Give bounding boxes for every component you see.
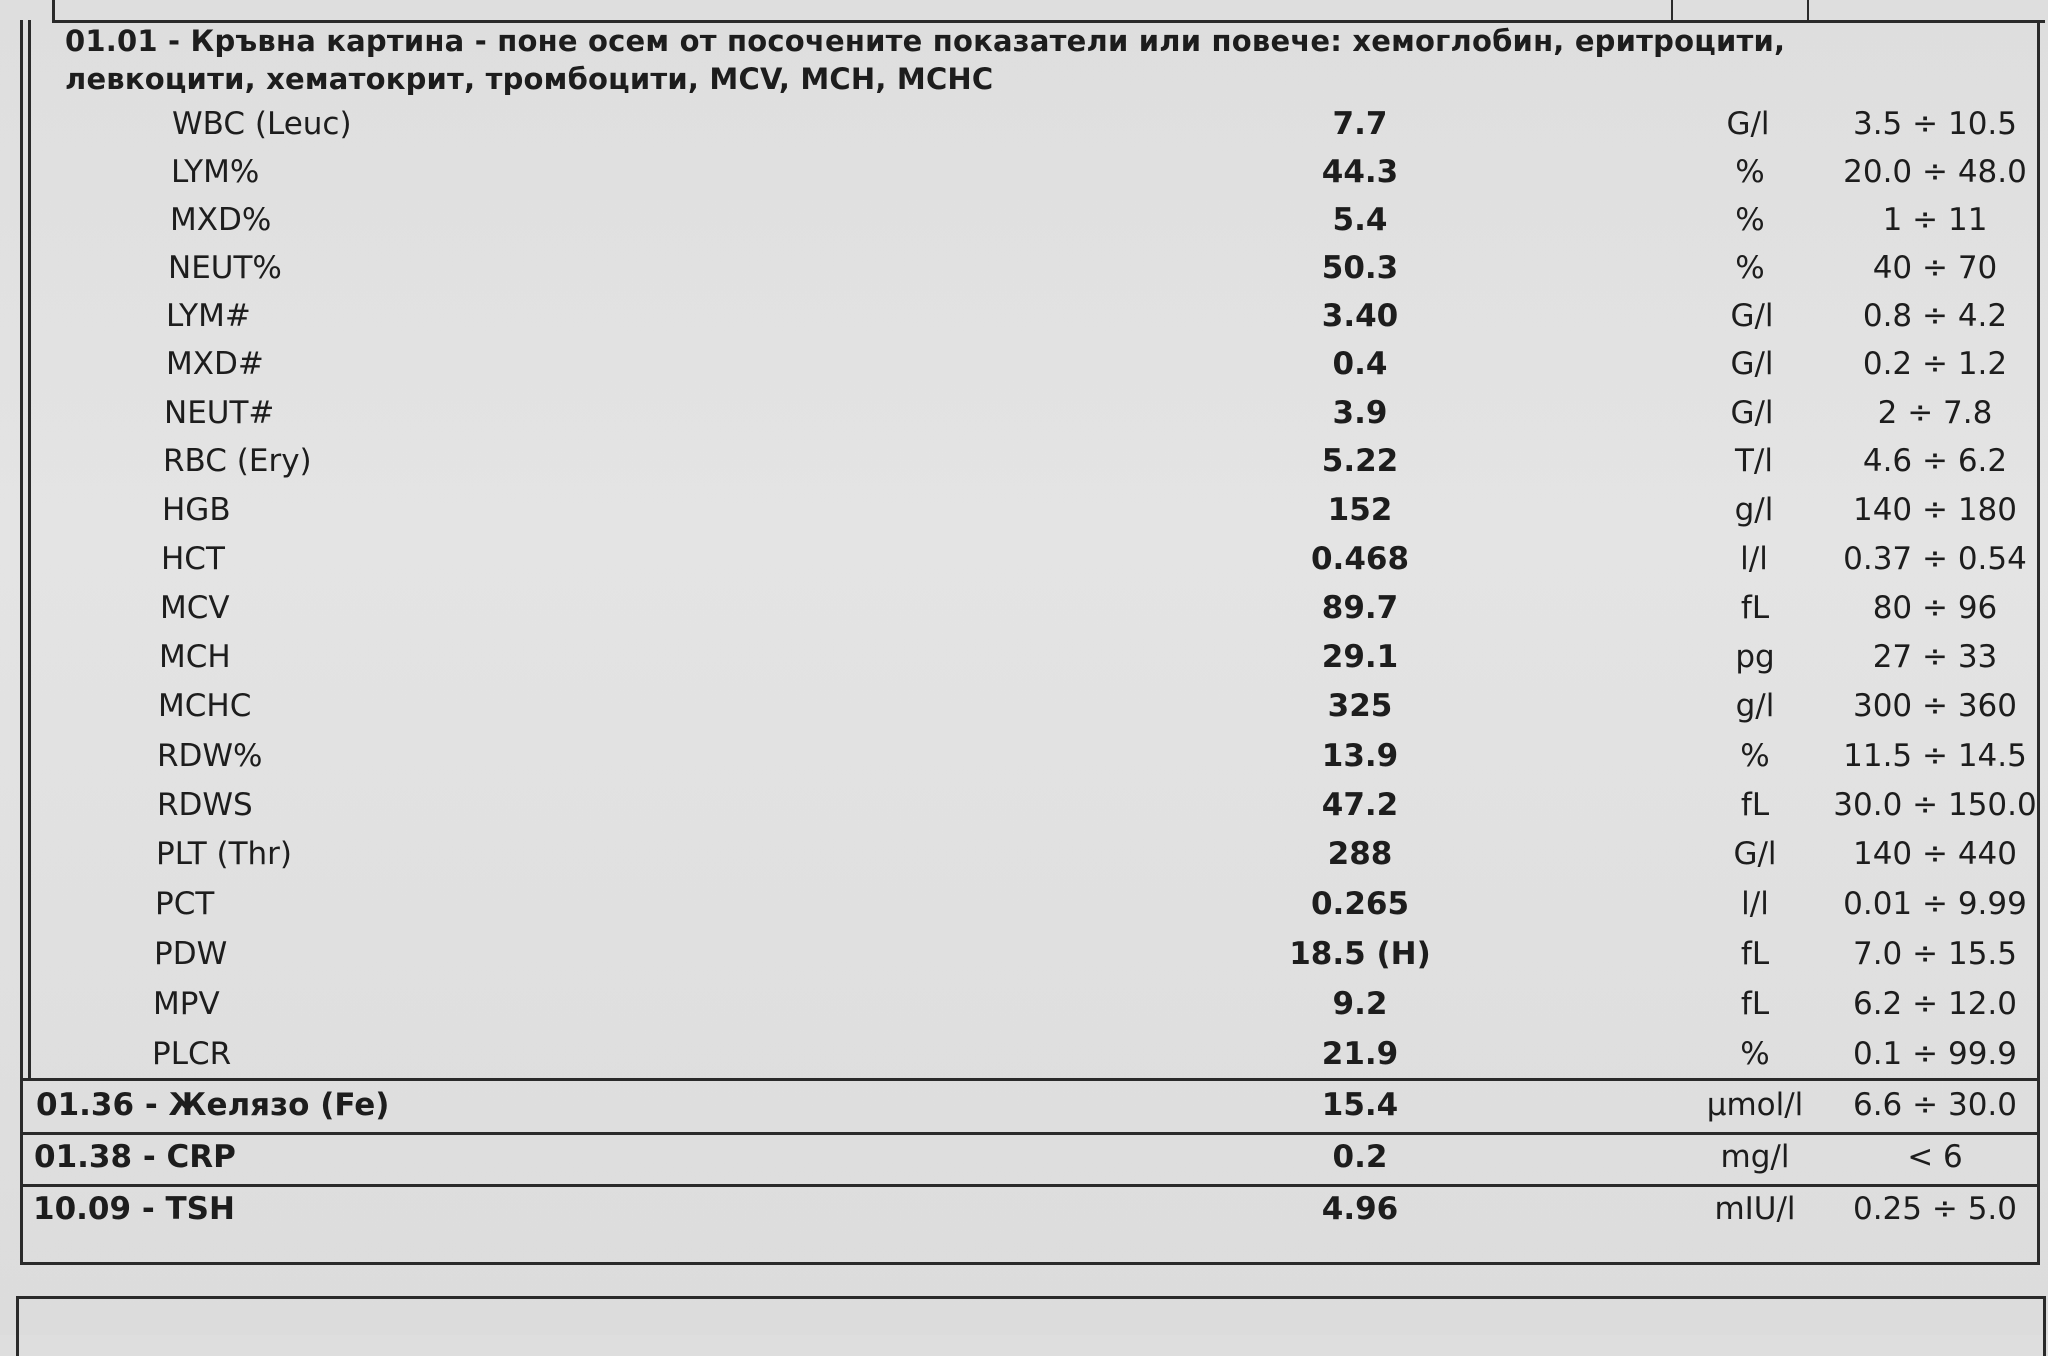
- reference-range: 0.2 ÷ 1.2: [1862, 346, 2008, 382]
- reference-range: 80 ÷ 96: [1872, 590, 1998, 626]
- table-row: [0, 983, 2048, 1025]
- reference-range: < 6: [1907, 1139, 1963, 1175]
- test-value: 44.3: [1321, 154, 1399, 190]
- test-name: RBC (Ery): [163, 443, 312, 479]
- test-value: 5.22: [1321, 443, 1399, 479]
- test-value: 3.9: [1332, 395, 1388, 431]
- test-name: LYM#: [166, 298, 251, 334]
- table-row: [0, 933, 2048, 975]
- table-row: [0, 343, 2048, 385]
- test-unit: G/l: [1726, 106, 1770, 142]
- test-name: PLT (Thr): [156, 836, 293, 872]
- test-name: LYM%: [171, 154, 260, 190]
- row-divider: [23, 1132, 2040, 1135]
- test-value: 0.468: [1310, 541, 1410, 577]
- test-value: 4.96: [1321, 1191, 1399, 1227]
- test-unit: µmol/l: [1706, 1087, 1804, 1123]
- column-divider: [1671, 0, 1673, 20]
- test-name: MXD#: [166, 346, 264, 382]
- test-name: NEUT%: [168, 250, 282, 286]
- test-name: NEUT#: [164, 395, 275, 431]
- test-unit: fL: [1740, 590, 1770, 626]
- reference-range: 300 ÷ 360: [1852, 688, 2018, 724]
- reference-range: 7.0 ÷ 15.5: [1852, 936, 2017, 972]
- test-unit: %: [1735, 154, 1765, 190]
- table-row: [0, 587, 2048, 629]
- test-unit: G/l: [1730, 395, 1774, 431]
- test-unit: G/l: [1730, 346, 1774, 382]
- test-unit: %: [1740, 738, 1770, 774]
- row-divider: [23, 1184, 2040, 1187]
- table-row: [0, 784, 2048, 826]
- table-row: [0, 1188, 2048, 1230]
- test-value: 7.7: [1332, 106, 1388, 142]
- test-unit: fL: [1740, 936, 1770, 972]
- reference-range: 0.01 ÷ 9.99: [1843, 886, 2027, 922]
- test-unit: l/l: [1741, 886, 1769, 922]
- test-unit: %: [1740, 1036, 1770, 1072]
- test-value: 13.9: [1321, 738, 1399, 774]
- test-name: PCT: [155, 886, 215, 922]
- test-unit: g/l: [1734, 492, 1774, 528]
- test-value: 15.4: [1321, 1087, 1399, 1123]
- test-value: 47.2: [1321, 787, 1399, 823]
- test-value: 3.40: [1321, 298, 1399, 334]
- test-unit: %: [1735, 202, 1765, 238]
- test-unit: fL: [1740, 986, 1770, 1022]
- table-row: [0, 883, 2048, 925]
- test-value: 50.3: [1321, 250, 1399, 286]
- test-unit: T/l: [1735, 443, 1773, 479]
- table-row: [0, 685, 2048, 727]
- test-name: HGB: [162, 492, 231, 528]
- table-row: [0, 833, 2048, 875]
- test-name: RDW%: [157, 738, 263, 774]
- test-name: HCT: [161, 541, 225, 577]
- test-value: 9.2: [1332, 986, 1388, 1022]
- reference-range: 6.6 ÷ 30.0: [1852, 1087, 2017, 1123]
- reference-range: 40 ÷ 70: [1872, 250, 1998, 286]
- reference-range: 11.5 ÷ 14.5: [1843, 738, 2027, 774]
- test-value: 288: [1327, 836, 1393, 872]
- reference-range: 3.5 ÷ 10.5: [1852, 106, 2017, 142]
- reference-range: 4.6 ÷ 6.2: [1862, 443, 2008, 479]
- reference-range: 1 ÷ 11: [1882, 202, 1988, 238]
- test-name: WBC (Leuc): [172, 106, 352, 142]
- reference-range: 140 ÷ 440: [1852, 836, 2018, 872]
- test-value: 89.7: [1321, 590, 1399, 626]
- test-unit: G/l: [1733, 836, 1777, 872]
- test-name: MCHC: [158, 688, 252, 724]
- reference-range: 140 ÷ 180: [1852, 492, 2018, 528]
- test-unit: mg/l: [1720, 1139, 1790, 1175]
- reference-range: 0.25 ÷ 5.0: [1852, 1191, 2017, 1227]
- test-name: 10.09 - TSH: [33, 1191, 235, 1227]
- table-row: [0, 1084, 2048, 1126]
- test-name: MXD%: [170, 202, 272, 238]
- test-unit: g/l: [1735, 688, 1775, 724]
- test-value: 0.265: [1310, 886, 1410, 922]
- column-divider: [1807, 0, 1809, 20]
- reference-range: 30.0 ÷ 150.0: [1833, 787, 2037, 823]
- table-row: [0, 735, 2048, 777]
- test-unit: mIU/l: [1714, 1191, 1796, 1227]
- cbc-section-heading: 01.01 - Кръвна картина - поне осем от посочените показатели или повече: хемоглобин, еритроцити, левкоцити, хематокрит, тромбоцити, MCV, MCH, MCHC: [65, 24, 1786, 96]
- test-name: 01.38 - CRP: [34, 1139, 236, 1175]
- test-unit: %: [1735, 250, 1765, 286]
- test-name: MCH: [159, 639, 231, 675]
- table-row: [0, 440, 2048, 482]
- test-value: 0.4: [1332, 346, 1388, 382]
- table-row: [0, 538, 2048, 580]
- test-name: 01.36 - Желязо (Fe): [36, 1087, 390, 1123]
- test-value: 0.2: [1332, 1139, 1388, 1175]
- test-unit: pg: [1735, 639, 1775, 675]
- test-value: 5.4: [1332, 202, 1388, 238]
- table-row: [0, 103, 2048, 145]
- test-value: 18.5 (H): [1289, 936, 1431, 972]
- reference-range: 0.1 ÷ 99.9: [1852, 1036, 2017, 1072]
- table-row: [0, 295, 2048, 337]
- reference-range: 2 ÷ 7.8: [1877, 395, 1993, 431]
- test-unit: l/l: [1740, 541, 1768, 577]
- row-divider: [23, 1078, 2040, 1081]
- next-table-edge: [16, 1296, 2046, 1356]
- test-value: 21.9: [1321, 1036, 1399, 1072]
- test-unit: G/l: [1730, 298, 1774, 334]
- test-name: MPV: [153, 986, 220, 1022]
- table-row: [0, 1136, 2048, 1178]
- test-value: 325: [1327, 688, 1393, 724]
- table-row: [0, 636, 2048, 678]
- test-name: RDWS: [157, 787, 253, 823]
- table-row: [0, 247, 2048, 289]
- test-name: MCV: [160, 590, 230, 626]
- test-unit: fL: [1740, 787, 1770, 823]
- table-row: [0, 151, 2048, 193]
- test-value: 29.1: [1321, 639, 1399, 675]
- test-name: PDW: [154, 936, 228, 972]
- reference-range: 6.2 ÷ 12.0: [1852, 986, 2017, 1022]
- test-name: PLCR: [152, 1036, 232, 1072]
- reference-range: 27 ÷ 33: [1872, 639, 1998, 675]
- reference-range: 0.37 ÷ 0.54: [1843, 541, 2027, 577]
- table-row: [0, 489, 2048, 531]
- table-row: [0, 1033, 2048, 1075]
- table-row: [0, 392, 2048, 434]
- reference-range: 20.0 ÷ 48.0: [1843, 154, 2027, 190]
- test-value: 152: [1327, 492, 1393, 528]
- reference-range: 0.8 ÷ 4.2: [1862, 298, 2008, 334]
- table-row: [0, 199, 2048, 241]
